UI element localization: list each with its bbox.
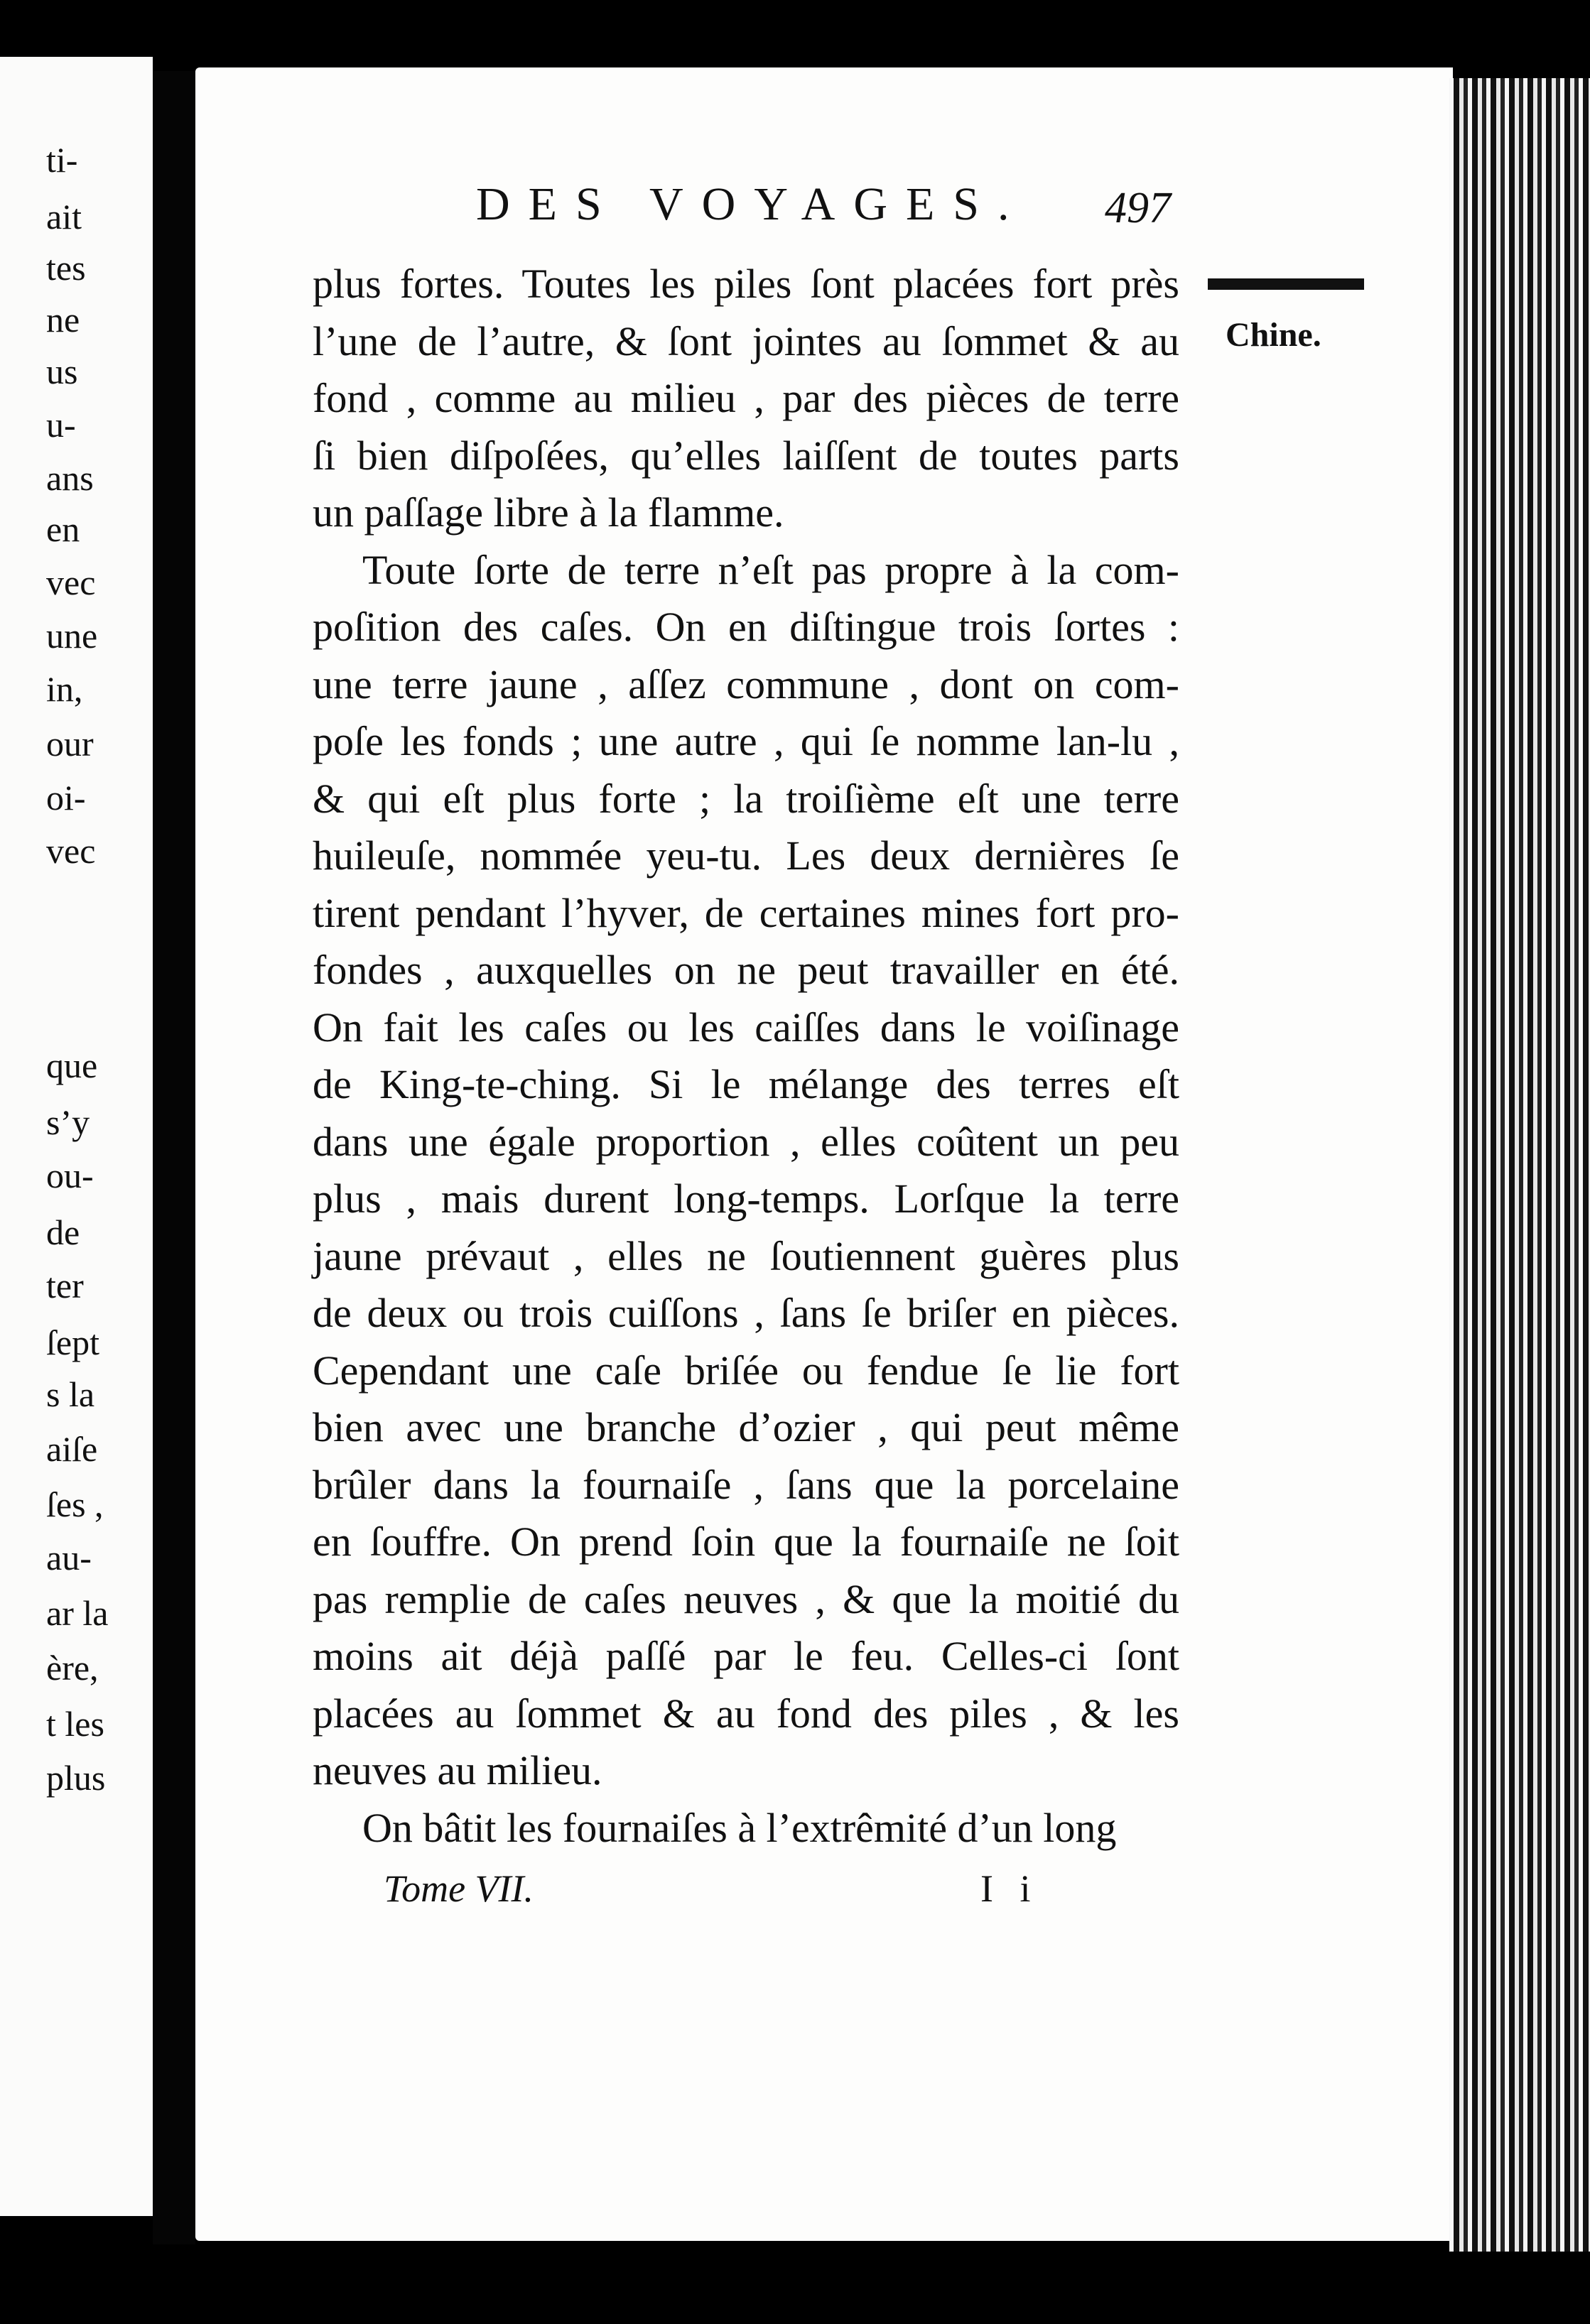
text-line: brûler dans la fournaiſe , ſans que la porcelaine: [313, 1461, 1179, 1508]
page-number: 497: [1105, 184, 1171, 232]
left-page-text-fragment: vec: [46, 563, 96, 602]
text-line: Toute ſorte de terre n’eſt pas propre à la com-: [362, 546, 1179, 593]
left-page-text-fragment: ſept: [46, 1323, 99, 1362]
text-line: & qui eſt plus forte ; la troiſième eſt une terre: [313, 775, 1179, 822]
left-page-text-fragment: s’y: [46, 1102, 90, 1142]
text-line: poſition des caſes. On en diſtingue trois ſortes :: [313, 604, 1179, 650]
left-page-text-fragment: ou-: [46, 1156, 94, 1195]
text-line: bien avec une branche d’ozier , qui peut même: [313, 1404, 1179, 1450]
left-page-text-fragment: de: [46, 1212, 80, 1252]
left-page-text-fragment: ti-: [46, 140, 78, 180]
left-page-text-fragment: ans: [46, 458, 94, 498]
left-page-text-fragment: ait: [46, 197, 82, 237]
text-line: fond , comme au milieu , par des pièces de terre: [313, 375, 1179, 421]
text-line: une terre jaune , aſſez commune , dont on com-: [313, 661, 1179, 707]
text-line: ſi bien diſpoſées, qu’elles laiſſent de toutes parts: [313, 432, 1179, 479]
text-line: moins ait déjà paſſé par le feu. Celles-ci ſont: [313, 1633, 1179, 1679]
body-text: [313, 256, 1179, 1857]
left-page-text-fragment: au-: [46, 1538, 92, 1578]
margin-note: Chine.: [1226, 316, 1321, 354]
left-page-text-fragment: que: [46, 1046, 98, 1085]
left-page-text-fragment: oi-: [46, 778, 86, 818]
text-line: neuves au milieu.: [313, 1747, 602, 1793]
sheet-signature-mark: I i: [980, 1867, 1039, 1910]
left-page-text-fragment: tes: [46, 248, 86, 288]
text-line: pas remplie de caſes neuves , & que la moitié du: [313, 1575, 1179, 1622]
left-page-text-fragment: aiſe: [46, 1429, 98, 1469]
page-edges: [1449, 78, 1590, 2252]
text-line: plus fortes. Toutes les piles ſont placées fort près: [313, 261, 1179, 307]
text-line: de King-te-ching. Si le mélange des terres eſt: [313, 1061, 1179, 1107]
text-line: fondes , auxquelles on ne peut travailler en été.: [313, 947, 1179, 993]
left-page-text-fragment: ter: [46, 1266, 84, 1305]
text-line: poſe les fonds ; une autre , qui ſe nomme lan-lu ,: [313, 718, 1179, 764]
left-page-text-fragment: us: [46, 352, 78, 391]
left-page-text-fragment: vec: [46, 831, 96, 871]
text-line: dans une égale proportion , elles coûtent un peu: [313, 1118, 1179, 1165]
text-line: huileuſe, nommée yeu-tu. Les deux dernières ſe: [313, 832, 1179, 879]
text-line: plus , mais durent long-temps. Lorſque la terre: [313, 1175, 1179, 1222]
left-page-text-fragment: t les: [46, 1704, 104, 1744]
volume-signature: Tome VII.: [384, 1867, 534, 1910]
text-line: jaune prévaut , elles ne ſoutiennent guères plus: [313, 1232, 1179, 1279]
text-line: placées au ſommet & au fond des piles , & les: [313, 1690, 1179, 1737]
left-page-text-fragment: s la: [46, 1374, 95, 1414]
margin-rule: [1208, 278, 1364, 290]
left-page-text-fragment: plus: [46, 1758, 106, 1798]
left-page-text-fragment: une: [46, 616, 98, 656]
left-page-text-fragment: ne: [46, 300, 80, 340]
left-page-text-fragment: ère,: [46, 1648, 99, 1688]
text-line: On bâtit les fournaiſes à l’extrêmité d’un long: [362, 1804, 1117, 1851]
text-line: l’une de l’autre, & ſont jointes au ſommet & au: [313, 317, 1179, 364]
text-line: en ſouffre. On prend ſoin que la fournaiſe ne ſoit: [313, 1519, 1179, 1565]
left-page-fragment: [0, 57, 153, 2216]
text-line: tirent pendant l’hyver, de certaines mines fort pro-: [313, 889, 1179, 936]
left-page-text-fragment: en: [46, 509, 80, 549]
text-line: On fait les caſes ou les caiſſes dans le voiſinage: [313, 1004, 1179, 1050]
left-page-text-fragment: our: [46, 724, 94, 764]
left-page-text-fragment: u-: [46, 405, 76, 445]
running-head: DES VOYAGES.: [476, 178, 1028, 230]
left-page-text-fragment: ſes ,: [46, 1484, 104, 1524]
left-page-text-fragment: ar la: [46, 1593, 109, 1633]
book-gutter: [153, 71, 195, 2244]
text-line: un paſſage libre à la flamme.: [313, 489, 784, 536]
text-line: Cependant une caſe briſée ou fendue ſe lie fort: [313, 1347, 1179, 1394]
left-page-text-fragment: in,: [46, 669, 83, 709]
text-line: de deux ou trois cuiſſons , ſans ſe briſer en pièces.: [313, 1290, 1179, 1336]
